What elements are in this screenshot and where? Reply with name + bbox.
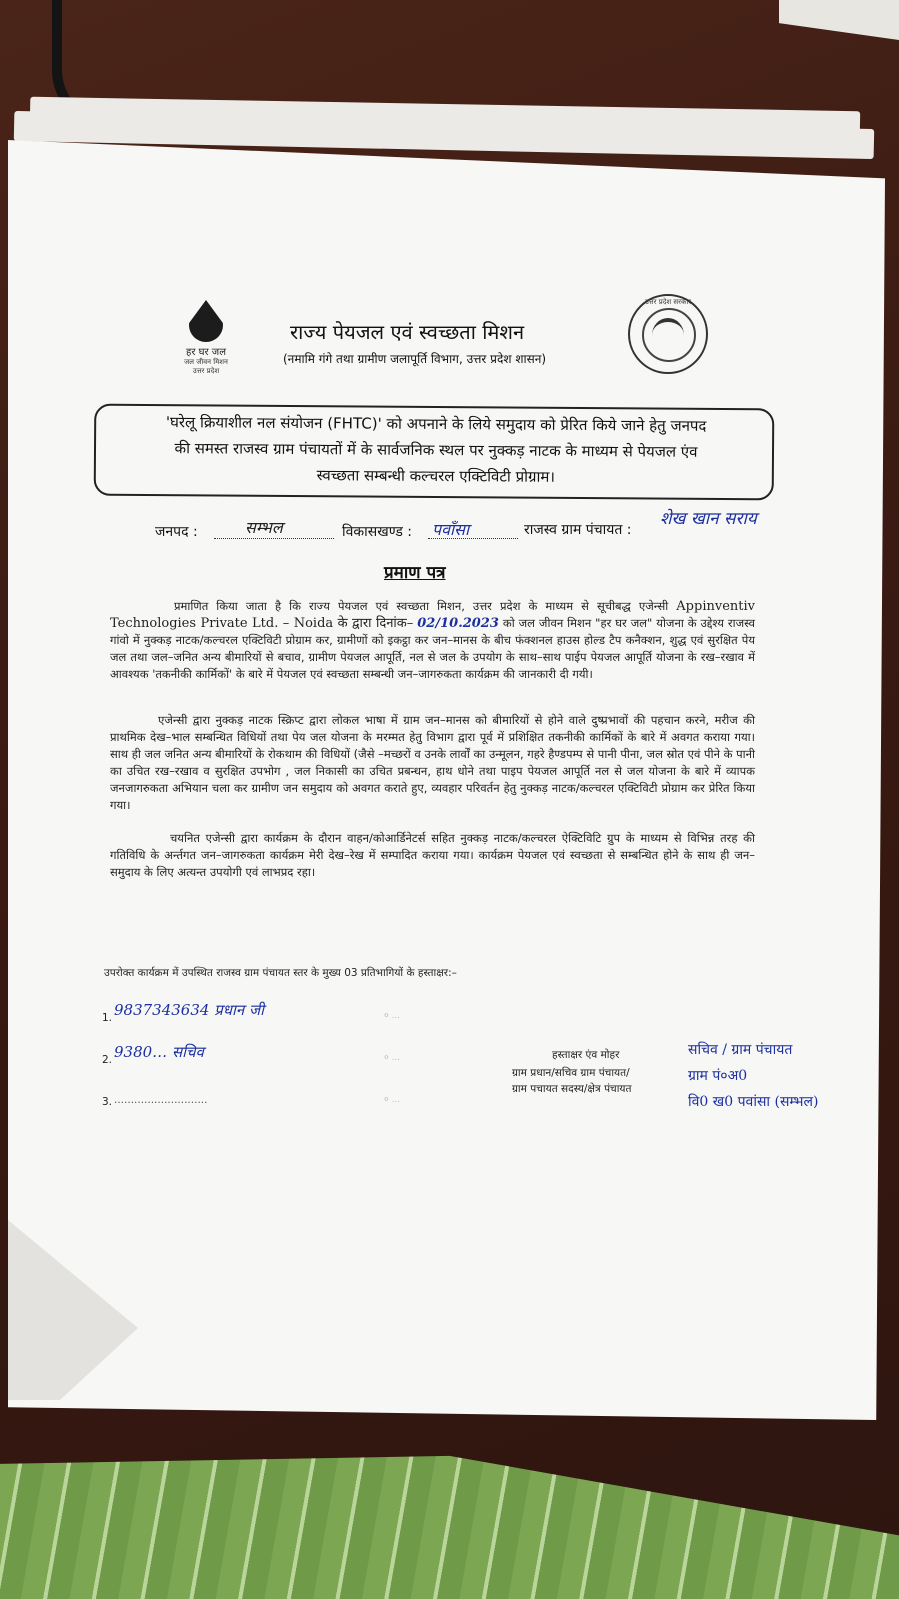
para1-a: प्रमाणित किया जाता है कि राज्य पेयजल एवं स्वच्छता मिशन, उत्तर प्रदेश के माध्यम से सूचीबद्ध एजेन्सी (174, 599, 669, 613)
up-govt-seal (628, 294, 708, 374)
village-label: राजस्व ग्राम पंचायत : (524, 522, 632, 538)
jal-jeevan-logo (168, 300, 244, 376)
village-value: शेख खान सराय (660, 509, 757, 529)
sig-number-2: 2. (102, 1054, 113, 1066)
paragraph-1 (110, 598, 755, 683)
water-drop-icon (189, 300, 223, 342)
para1-date: 02/10.2023 (417, 616, 499, 631)
logo-tagline: हर घर जल (186, 347, 226, 358)
member-label: ग्राम पचायत सदस्य/क्षेत्र पंचायत (512, 1083, 632, 1095)
district-value: सम्भल (245, 518, 283, 537)
sig-number-1: 1. (102, 1012, 113, 1024)
paragraph-3: चयनित एजेन्सी द्वारा कार्यक्रम के दौरान वाहन/कोआर्डिनेटर्स सहित नुक्कड़ नाटक/कल्चरल ऐक्टिविटि ग्रुप के माध्यम से विभिन्न तरह की गतिविधि के अर्न्तगत जन–जागरुकता कार्यक्रम मेरी देख–रेख में सम्पादित कराया गया। कार्यक्रम पेयजल एवं स्वच्छता से सम्बन्धित होने के साथ ही जन–समुदाय के लिए अत्यन्त उपयोगी एवं लाभप्रद रहा। (110, 831, 755, 879)
mission-title: राज्य पेयजल एवं स्वच्छता मिशन (290, 320, 525, 344)
faint-mark-1: ० ... (384, 1011, 401, 1021)
seal-text: उत्तर प्रदेश सरकार (644, 298, 692, 306)
faint-mark-3: ० ... (384, 1095, 401, 1105)
banner-line3: स्वच्छता सम्बन्धी कल्चरल एक्टिविटी प्रोग्राम। (316, 466, 556, 486)
district-label: जनपद : (155, 524, 198, 540)
seal-emblem-icon (652, 318, 684, 352)
stamp-line-2: ग्राम पं०अ0 (688, 1068, 748, 1084)
certificate-title: प्रमाण पत्र (384, 563, 446, 583)
logo-sub1: जल जीवन मिशन (184, 358, 228, 366)
stamp-line-3: वि0 ख0 पवांसा (सम्भल) (688, 1094, 819, 1110)
district-line (214, 538, 334, 539)
mission-subtitle: (नमामि गंगे तथा ग्रामीण जलापूर्ति विभाग, उत्तर प्रदेश शासन) (283, 352, 547, 366)
logo-sub2: उत्तर प्रदेश (192, 367, 220, 375)
block-value: पवाँसा (432, 520, 470, 539)
sig-number-3: 3. (102, 1096, 113, 1108)
banner-line1: 'घरेलू क्रियाशील नल संयोजन (FHTC)' को अपनाने के लिये समुदाय को प्रेरित किये जाने हेतु जनपद (165, 413, 707, 435)
sig-line-3: ............................ (114, 1094, 208, 1106)
banner-line2: की समस्त राजस्व ग्राम पंचायतों में के सार्वजनिक स्थल पर नुक्कड़ नाटक के माध्यम से पेयजल एंव (174, 439, 698, 461)
program-banner (94, 404, 775, 501)
signature-2: 9380… सचिव (114, 1043, 204, 1061)
stamp-line-1: सचिव / ग्राम पंचायत (688, 1042, 793, 1058)
para1-agency: Appinventiv Technologies Private Ltd. – Noida के द्वारा दिनांक– (110, 599, 755, 631)
faint-mark-2: ० ... (384, 1053, 401, 1063)
para1-c: को जल जीवन मिशन "हर घर जल" योजना के उद्देश्य राजस्व गांवो में नुक्कड़ नाटक/कल्चरल एक्टिविटी प्रोग्राम कर, ग्रामीणों को इकट्ठा कर जन–मानस के बीच फंक्शनल हाउस होल्ड टैप कनैक्शन, शुद्ध एवं सुरक्षित पेय जल तथा जल–जनित अन्य बीमारियों से बचाव, ग्रामीण पेयजल आपूर्ति, नल से जल के उपयोग के साथ–साथ पाईप पेयजल आपूर्ति योजना के रख–रखाव में आवश्यक 'तकनीकी कार्मिकों' के बारे में पेयजल एवं स्वच्छता सम्बन्धी जन–जागरुकता कार्यक्रम की जानकारी दी गयी। (110, 616, 756, 681)
paragraph-2: एजेन्सी द्वारा नुक्कड़ नाटक स्क्रिप्ट द्वारा लोकल भाषा में ग्राम जन–मानस को बीमारियों से होने वाले दुष्प्रभावों की पहचान करने, मरीज की प्राथमिक देख–भाल सम्बन्धित विधियों तथा पेय जल योजना के मरम्मत हेतु विभाग द्वारा पूर्व में प्रशिक्षित तकनीकी कार्मिकों के बारे में अवगत कराया गया। साथ ही जल जनित अन्य बीमारियों के रोकथाम की विधियों (जैसे –मच्छरों व उनके लार्वों का उन्मूलन, गहरे हैण्डपम्प से पानी पीना, जल स्रोत एवं पीने के पानी का उचित रख–रखाव व सुरक्षित उपभोग , जल निकासी का उचित प्रबन्धन, हाथ धोने तथा पाइप पेयजल आपूर्ति नल से जल योजना के बारे में व्यापक जनजागरुकता अभियान चला कर ग्रामीण जन समुदाय को अवगत कराते हुए, व्यवहार परिवर्तन हेतु नुक्कड़ नाटक/कल्चरल एक्टिविटी प्रोग्राम कर प्रेरित किया गया। (110, 713, 755, 812)
sign-and-stamp-label: हस्ताक्षर एंव मोहर (552, 1049, 620, 1061)
pradhan-sachiv-label: ग्राम प्रधान/सचिव ग्राम पंचायत/ (512, 1067, 630, 1079)
signature-intro: उपरोक्त कार्यक्रम में उपस्थित राजस्व ग्राम पंचायत स्तर के मुख्य 03 प्रतिभागियों के हस्ताक्षर:– (104, 967, 457, 979)
block-label: विकासखण्ड : (342, 524, 413, 540)
signature-1: 9837343634 प्रधान जी (114, 1001, 264, 1019)
